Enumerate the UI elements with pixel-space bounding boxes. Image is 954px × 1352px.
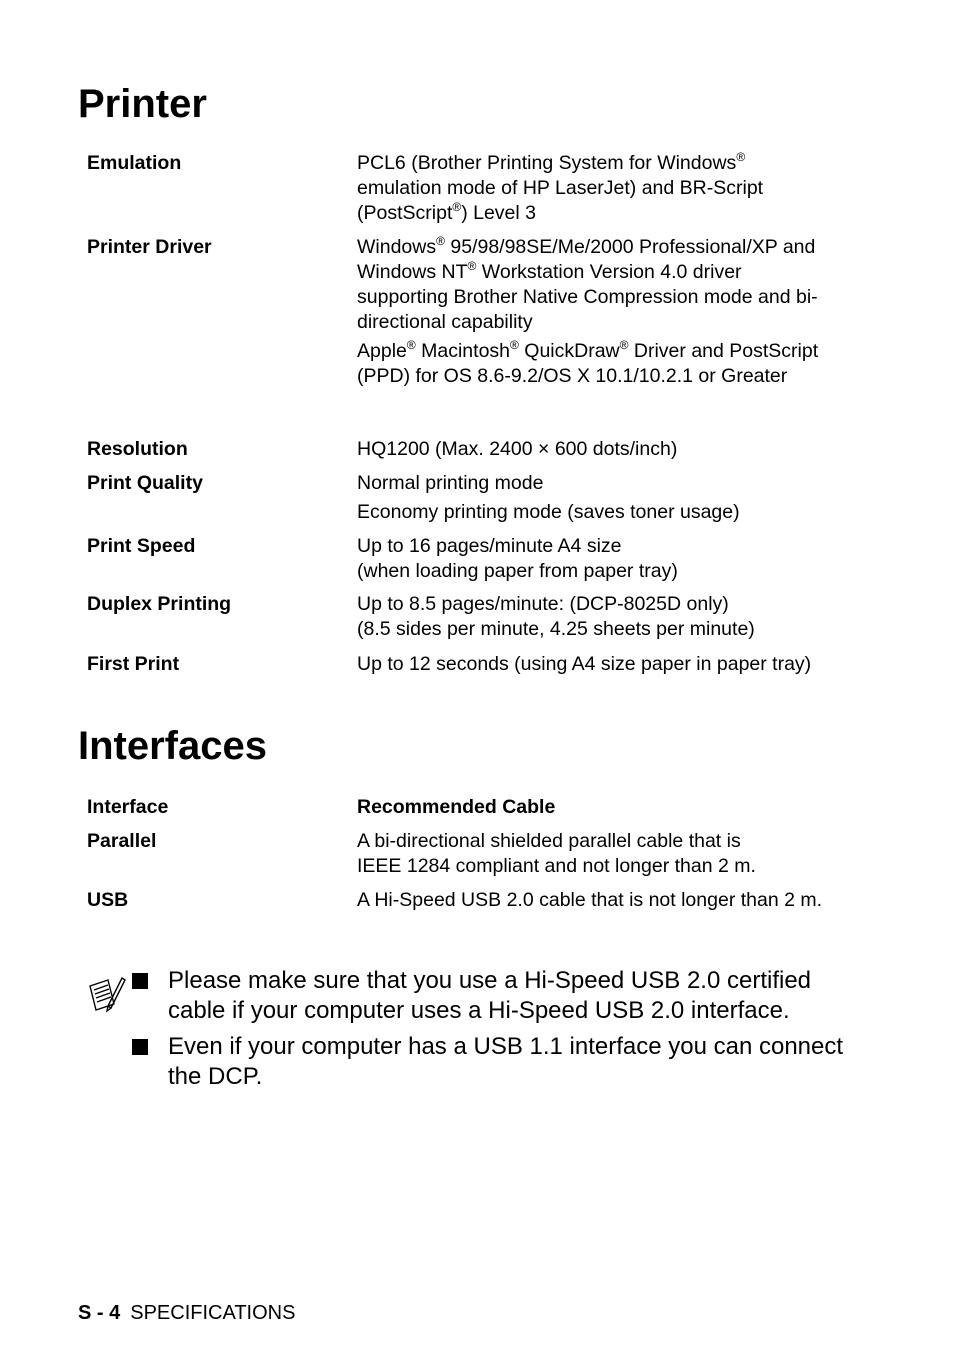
spec-value [357, 888, 827, 940]
table-header-row [87, 795, 827, 829]
spec-value [357, 592, 827, 652]
interfaces-spec-table [87, 795, 827, 940]
spec-value-text-2: Apple® Macintosh® QuickDraw® Driver and PostScript (PPD) for OS 8.6-9.2/OS X 10.1/10.2.1 or Greater [357, 338, 819, 387]
spec-row-first-print [87, 652, 827, 704]
spec-value-text-2: (when loading paper from paper tray) [357, 560, 678, 582]
memo-pencil-icon [86, 974, 126, 1014]
spec-value-text: Windows® 95/98/98SE/Me/2000 Professional/XP and Windows NT® Workstation Version 4.0 driver supporting Brother Native Compression mode and bi-directional capability [357, 234, 818, 333]
spec-row-resolution [87, 437, 827, 471]
spec-row-emulation [87, 151, 827, 235]
spec-label: USB [87, 889, 129, 911]
spec-value-text: PCL6 (Brother Printing System for Windows® emulation mode of HP LaserJet) and BR-Script (PostScript®) Level 3 [357, 150, 764, 224]
spec-label: First Print [87, 653, 180, 675]
spec-value [357, 471, 827, 534]
spec-value-text: HQ1200 (Max. 2400 × 600 dots/inch) [357, 438, 678, 460]
bullet-square-icon [132, 1039, 148, 1055]
spec-value-text: A bi-directional shielded parallel cable that is [357, 830, 741, 852]
spec-value-text: A Hi-Speed USB 2.0 cable that is not longer than 2 m. [357, 889, 823, 911]
page-footer [78, 1301, 295, 1325]
spec-value [357, 437, 827, 471]
spec-label: Resolution [87, 438, 188, 460]
printer-spec-table [87, 151, 827, 704]
interfaces-section-title: Interfaces [78, 724, 267, 768]
spec-value [357, 534, 827, 592]
spec-label: Emulation [87, 152, 182, 174]
spec-row-printer-driver [87, 235, 827, 437]
spec-row-usb [87, 888, 827, 940]
spec-value-text: Up to 8.5 pages/minute: (DCP-8025D only) [357, 593, 729, 615]
note-bullet-text: Even if your computer has a USB 1.1 interface you can connect the DCP. [168, 1033, 844, 1090]
spec-row-duplex-printing [87, 592, 827, 652]
note-bullet-item [130, 966, 850, 1026]
spec-value-text-2: (8.5 sides per minute, 4.25 sheets per minute) [357, 618, 755, 640]
spec-label: Print Quality [87, 472, 203, 494]
note-bullet-text: Please make sure that you use a Hi-Speed USB 2.0 certified cable if your computer uses a Hi-Speed USB 2.0 interface. [168, 967, 812, 1024]
chapter-name: SPECIFICATIONS [130, 1302, 296, 1324]
column-header-interface: Interface [87, 796, 169, 818]
spec-label: Duplex Printing [87, 593, 232, 615]
spec-value-text-2: Economy printing mode (saves toner usage) [357, 501, 740, 523]
spec-row-print-speed [87, 534, 827, 592]
column-header-recommended-cable: Recommended Cable [357, 796, 556, 818]
spec-value [357, 829, 827, 888]
spec-row-print-quality [87, 471, 827, 534]
spec-value-text-2: IEEE 1284 compliant and not longer than 2 m. [357, 855, 756, 877]
spec-value [357, 151, 827, 235]
spec-label: Print Speed [87, 535, 196, 557]
spec-label: Parallel [87, 830, 157, 852]
spec-value [357, 235, 827, 437]
note-bullets [130, 966, 850, 1092]
spec-value-text: Up to 12 seconds (using A4 size paper in paper tray) [357, 653, 812, 675]
spec-value [357, 652, 827, 704]
spec-row-parallel [87, 829, 827, 888]
printer-section-title: Printer [78, 82, 207, 126]
spec-value-text: Normal printing mode [357, 472, 544, 494]
note-bullet-item [130, 1032, 850, 1092]
page-number: S - 4 [78, 1302, 121, 1324]
bullet-square-icon [132, 973, 148, 989]
spec-value-text: Up to 16 pages/minute A4 size [357, 535, 622, 557]
spec-label: Printer Driver [87, 236, 212, 258]
